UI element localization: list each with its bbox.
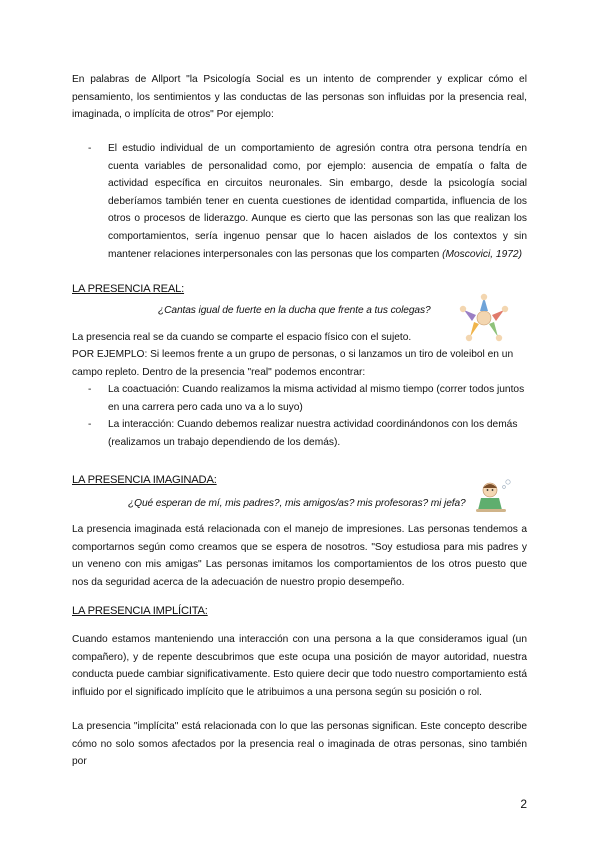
bullet-dash: -: [88, 419, 92, 431]
list-item: [88, 381, 527, 416]
presencia-implicita-paragraph-2: La presencia "implícita" está relacionada con lo que las personas significan. Este concepto describe cómo no solo somos afectados por la presencia real o imaginada de otras personas, sino también por: [72, 721, 527, 768]
thinking-child-illustration: [472, 476, 516, 514]
example-bullet-text: [108, 140, 527, 263]
thinking-child-icon: [472, 476, 516, 514]
presencia-real-example: POR EJEMPLO: Si leemos frente a un grupo de personas, o si lanzamos un tiro de voleibol en un campo repleto. Dentro de la presencia "real" podemos encontrar:: [72, 349, 514, 378]
page-number: 2: [520, 797, 527, 811]
bullet-dash: -: [88, 143, 92, 154]
presencia-implicita-paragraph-1: Cuando estamos manteniendo una interacción con una persona a la que consideramos igual (un compañero), y de repente descubrimos que este ocupa una posición de mayor autoridad, nuestra conducta puede cambiar significativamente. Esto quiere decir que todo nuestro comportamiento está influido por el significado implícito que le atribuimos a una persona según su posición o rol.: [72, 634, 527, 698]
presencia-real-list: [88, 381, 527, 451]
question-presencia-real: ¿Cantas igual de fuerte en la ducha que frente a tus colegas?: [158, 305, 431, 316]
question-presencia-imaginada: ¿Qué esperan de mí, mis padres?, mis amigos/as? mis profesoras? mi jefa?: [128, 498, 466, 509]
bullet-dash: -: [88, 384, 92, 395]
list-item: [88, 416, 527, 451]
example-bullet-body: El estudio individual de un comportamiento de agresión contra otra persona tendría en cuenta variables de personalidad como, por ejemplo: ausencia de empatía o falta de actividad específica en circuitos neuronales. Sin embargo, desde la psicología social deberíamos también tener en cuenta cuestiones de identidad compartida, influencia de los otros o procesos de liderazgo. Aunque es cierto que las personas son las que realizan los comportamientos, sería ingenuo pensar que lo hacen aislados de los contextos y sin mantener relaciones interpersonales con las personas que los comparten: [108, 143, 527, 260]
example-citation: (Moscovici, 1972): [442, 248, 522, 260]
list-item-text: La coactuación: Cuando realizamos la misma actividad al mismo tiempo (correr todos juntos en una carrera pero cada uno va a lo suyo): [108, 384, 525, 413]
presencia-imaginada-paragraph: La presencia imaginada está relacionada con el manejo de impresiones. Las personas tendemos a comportarnos según como creamos que se espera de nosotros. "Soy estudiosa para mis padres y un veneno con mis amigas" Las personas imitamos los comportamientos de los otros puesto que nos da seguridad acerca de la adecuación de nuestro propio desempeño.: [72, 524, 527, 588]
intro-paragraph: En palabras de Allport "la Psicología Social es un intento de comprender y explicar cómo el pensamiento, los sentimientos y las conductas de las personas son influidas por la presencia real, imaginada, o implícita de otros" Por ejemplo:: [72, 74, 527, 121]
list-item-text: La interacción: Cuando debemos realizar nuestra actividad coordinándonos con los demás (realizamos un trabajo dependiendo de los demás).: [108, 419, 518, 448]
presencia-real-definition: La presencia real se da cuando se comparte el espacio físico con el sujeto.: [72, 332, 412, 343]
example-bullet-row: [88, 140, 527, 263]
heading-presencia-real: LA PRESENCIA REAL:: [72, 283, 185, 295]
heading-presencia-imaginada: LA PRESENCIA IMAGINADA:: [72, 474, 217, 486]
heading-presencia-implicita: LA PRESENCIA IMPLÍCITA:: [72, 605, 208, 617]
example-bullet: [88, 140, 527, 263]
